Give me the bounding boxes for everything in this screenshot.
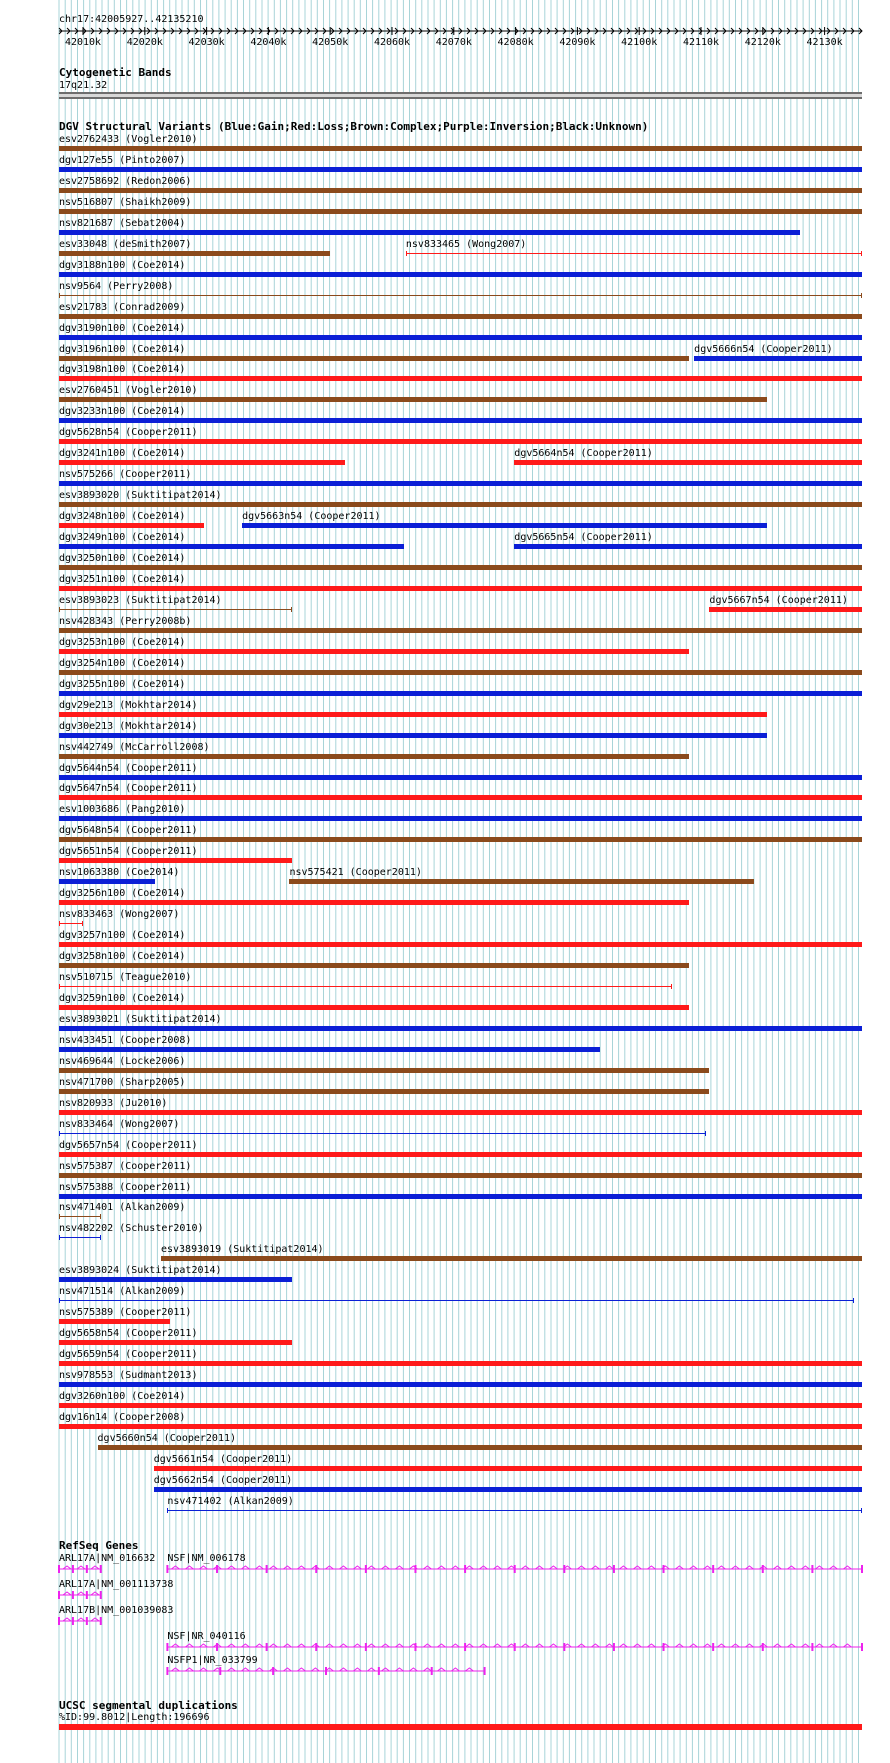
gene-label: NSF|NR_040116: [167, 1631, 246, 1642]
gene-exon: [414, 1565, 416, 1573]
variant-label: dgv3253n100 (Coe2014): [59, 636, 186, 648]
gene-exon: [365, 1565, 367, 1573]
gene-exon: [414, 1643, 416, 1651]
gene-exon: [216, 1565, 218, 1573]
gene-exon: [58, 1591, 60, 1599]
gene-exon: [58, 1617, 60, 1625]
variant-label: dgv3233n100 (Coe2014): [59, 406, 186, 418]
gene-exon: [86, 1617, 88, 1625]
variant-label: dgv5659n54 (Cooper2011): [59, 1349, 198, 1361]
gene-exon: [663, 1565, 665, 1573]
cytoband-label: 17q21.32: [59, 80, 108, 91]
gene-exon: [464, 1565, 466, 1573]
gene-exon: [100, 1565, 102, 1573]
variant-label: dgv3250n100 (Coe2014): [59, 553, 186, 564]
gene-exon: [72, 1617, 74, 1625]
gene-exon: [266, 1643, 268, 1651]
variant-label: nsv1063380 (Coe2014): [59, 867, 180, 879]
segdup-bar: [59, 1724, 862, 1730]
gene-exon: [431, 1667, 433, 1675]
gene-exon: [166, 1667, 168, 1675]
gene-label: NSF|NM_006178: [167, 1553, 246, 1564]
variant-label: esv2762433 (Vogler2010): [59, 134, 198, 145]
ruler-tick-label: 42060k: [373, 37, 411, 48]
ruler-tick-label: 42110k: [682, 37, 720, 48]
gene-exon: [216, 1643, 218, 1651]
gene-exon: [514, 1643, 516, 1651]
gene-exon: [58, 1565, 60, 1573]
variant-label: dgv3257n100 (Coe2014): [59, 930, 186, 942]
variant-label: nsv433451 (Cooper2008): [59, 1034, 192, 1046]
variant-label: dgv3249n100 (Coe2014): [59, 532, 186, 544]
segdup-label: %ID:99.8012|Length:196696: [59, 1712, 210, 1723]
cytoband-track-title: Cytogenetic Bands: [59, 66, 172, 79]
variant-label: esv3893024 (Suktitipat2014): [59, 1265, 222, 1277]
gene-exon: [861, 1643, 863, 1651]
ruler-tick-label: 42090k: [559, 37, 596, 48]
gene-exon: [365, 1643, 367, 1651]
variant-label: dgv5648n54 (Cooper2011): [59, 825, 198, 837]
variant-label: esv3893023 (Suktitipat2014): [59, 594, 222, 606]
gene-label: ARL17B|NM_001039083: [59, 1605, 174, 1616]
variant-label: nsv482202 (Schuster2010): [59, 1223, 204, 1235]
variant-label: nsv9564 (Perry2008): [59, 280, 174, 292]
variant-label: dgv3241n100 (Coe2014): [59, 448, 186, 460]
variant-label: dgv3188n100 (Coe2014): [59, 259, 186, 271]
ruler-tick-label: 42080k: [497, 37, 534, 48]
variant-label: nsv471514 (Alkan2009): [59, 1286, 186, 1298]
variant-label: nsv820933 (Ju2010): [59, 1097, 168, 1109]
variant-label: dgv5657n54 (Cooper2011): [59, 1139, 198, 1151]
variant-label: nsv510715 (Teague2010): [59, 972, 192, 983]
ruler-tick-label: 42030k: [188, 37, 225, 48]
variant-label: dgv3198n100 (Coe2014): [59, 364, 186, 376]
gene-exon: [712, 1565, 714, 1573]
gene-exon: [484, 1667, 486, 1675]
gene-exon: [315, 1565, 317, 1573]
variant-label: dgv3254n100 (Coe2014): [59, 657, 186, 669]
ruler-tick-label: 42040k: [250, 37, 287, 48]
variant-label: esv21783 (Conrad2009): [59, 301, 186, 313]
variant-label: dgv3190n100 (Coe2014): [59, 322, 186, 334]
ruler-tick-label: 42010k: [64, 37, 102, 48]
variant-label: dgv5647n54 (Cooper2011): [59, 783, 198, 795]
gene-exon: [762, 1643, 764, 1651]
gene-label: ARL17A|NM_016632: [59, 1553, 156, 1564]
variant-label: esv3893020 (Suktitipat2014): [59, 490, 222, 502]
gene-exon: [86, 1565, 88, 1573]
gene-exon: [219, 1667, 221, 1675]
variant-label: dgv5662n54 (Cooper2011): [153, 1474, 293, 1486]
ruler-tick-label: 42050k: [312, 37, 349, 48]
variant-label: nsv575266 (Cooper2011): [59, 469, 192, 481]
variant-label: nsv821687 (Sebat2004): [59, 217, 186, 229]
gene-exon: [315, 1643, 317, 1651]
variant-label: nsv471401 (Alkan2009): [59, 1202, 186, 1214]
variant-label: esv1003686 (Pang2010): [59, 804, 186, 816]
gene-exon: [613, 1643, 615, 1651]
gene-exon: [266, 1565, 268, 1573]
variant-label: dgv5663n54 (Cooper2011): [242, 511, 381, 523]
gene-exon: [563, 1643, 565, 1651]
variant-label: esv2760451 (Vogler2010): [59, 385, 198, 397]
variant-label: dgv3251n100 (Coe2014): [59, 573, 186, 585]
variant-label: dgv3256n100 (Coe2014): [59, 888, 186, 900]
variant-label: nsv516807 (Shaikh2009): [59, 196, 192, 208]
variant-label: nsv575389 (Cooper2011): [59, 1307, 192, 1319]
variant-label: esv3893019 (Suktitipat2014): [160, 1244, 324, 1256]
refseq-track-title: RefSeq Genes: [59, 1539, 139, 1552]
variant-label: dgv5651n54 (Cooper2011): [59, 846, 198, 858]
variant-label: dgv127e55 (Pinto2007): [59, 154, 186, 166]
gene-exon: [100, 1591, 102, 1599]
variant-label: dgv3259n100 (Coe2014): [59, 992, 186, 1004]
variant-label: esv2758692 (Redon2006): [59, 175, 192, 187]
variant-label: dgv3248n100 (Coe2014): [59, 511, 186, 523]
gene-label: NSFP1|NR_033799: [167, 1655, 258, 1666]
gene-exon: [663, 1643, 665, 1651]
variant-label: dgv3255n100 (Coe2014): [59, 678, 186, 690]
variant-label: dgv5660n54 (Cooper2011): [97, 1432, 237, 1444]
ruler-tick-label: 42070k: [435, 37, 472, 48]
ruler-tick-label: 42020k: [126, 37, 163, 48]
variant-label: dgv3196n100 (Coe2014): [59, 343, 186, 355]
variant-label: nsv471402 (Alkan2009): [167, 1495, 294, 1507]
ruler-tick-label: 42130k: [806, 37, 843, 48]
variant-label: nsv833463 (Wong2007): [59, 909, 180, 921]
gene-exon: [563, 1565, 565, 1573]
variant-label: nsv833464 (Wong2007): [59, 1118, 180, 1130]
variant-label: nsv428343 (Perry2008b): [59, 615, 192, 627]
gene-exon: [72, 1565, 74, 1573]
variant-label: esv3893021 (Suktitipat2014): [59, 1013, 222, 1025]
variant-label: dgv5664n54 (Cooper2011): [514, 448, 653, 460]
variant-label: nsv442749 (McCarroll2008): [59, 741, 210, 753]
gene-exon: [762, 1565, 764, 1573]
variant-label: nsv575387 (Cooper2011): [59, 1160, 192, 1172]
variant-label: dgv3258n100 (Coe2014): [59, 951, 186, 963]
ruler-tick-label: 42120k: [744, 37, 781, 48]
variant-label: nsv471700 (Sharp2005): [59, 1076, 186, 1088]
variant-label: dgv29e213 (Mokhtar2014): [59, 699, 198, 711]
gene-label: ARL17A|NM_001113738: [59, 1579, 174, 1590]
gene-exon: [272, 1667, 274, 1675]
variant-label: dgv5661n54 (Cooper2011): [153, 1453, 293, 1465]
gene-exon: [514, 1565, 516, 1573]
variant-label: dgv16n14 (Cooper2008): [59, 1411, 186, 1423]
variant-label: dgv5667n54 (Cooper2011): [709, 594, 848, 606]
segdup-track-title: UCSC segmental duplications: [59, 1699, 238, 1712]
gene-exon: [811, 1643, 813, 1651]
gene-exon: [325, 1667, 327, 1675]
variant-label: nsv469644 (Locke2006): [59, 1055, 186, 1067]
variant-label: nsv575388 (Cooper2011): [59, 1181, 192, 1193]
variant-label: dgv3260n100 (Coe2014): [59, 1391, 186, 1402]
variant-label: dgv30e213 (Mokhtar2014): [59, 720, 198, 732]
gene-exon: [613, 1565, 615, 1573]
ruler-coordinates: chr17:42005927..42135210: [59, 14, 204, 25]
gene-exon: [166, 1565, 168, 1573]
gene-exon: [86, 1591, 88, 1599]
gene-exon: [712, 1643, 714, 1651]
dgv-track-title: DGV Structural Variants (Blue:Gain;Red:Loss;Brown:Complex;Purple:Inversion;Black:Unknown): [59, 120, 649, 133]
gene-exon: [166, 1643, 168, 1651]
gene-exon: [811, 1565, 813, 1573]
gene-exon: [72, 1591, 74, 1599]
ruler-tick-label: 42100k: [621, 37, 658, 48]
variant-label: dgv5658n54 (Cooper2011): [59, 1328, 198, 1340]
variant-label: nsv833465 (Wong2007): [405, 238, 527, 250]
gene-exon: [100, 1617, 102, 1625]
gene-exon: [861, 1565, 863, 1573]
variant-label: nsv978553 (Sudmant2013): [59, 1370, 198, 1382]
variant-label: dgv5644n54 (Cooper2011): [59, 762, 198, 774]
gene-exon: [378, 1667, 380, 1675]
variant-label: nsv575421 (Cooper2011): [289, 867, 422, 879]
variant-label: dgv5665n54 (Cooper2011): [514, 532, 653, 544]
variant-label: dgv5666n54 (Cooper2011): [694, 343, 833, 355]
variant-label: dgv5628n54 (Cooper2011): [59, 427, 198, 439]
variant-label: esv33048 (deSmith2007): [59, 238, 192, 250]
gene-exon: [464, 1643, 466, 1651]
